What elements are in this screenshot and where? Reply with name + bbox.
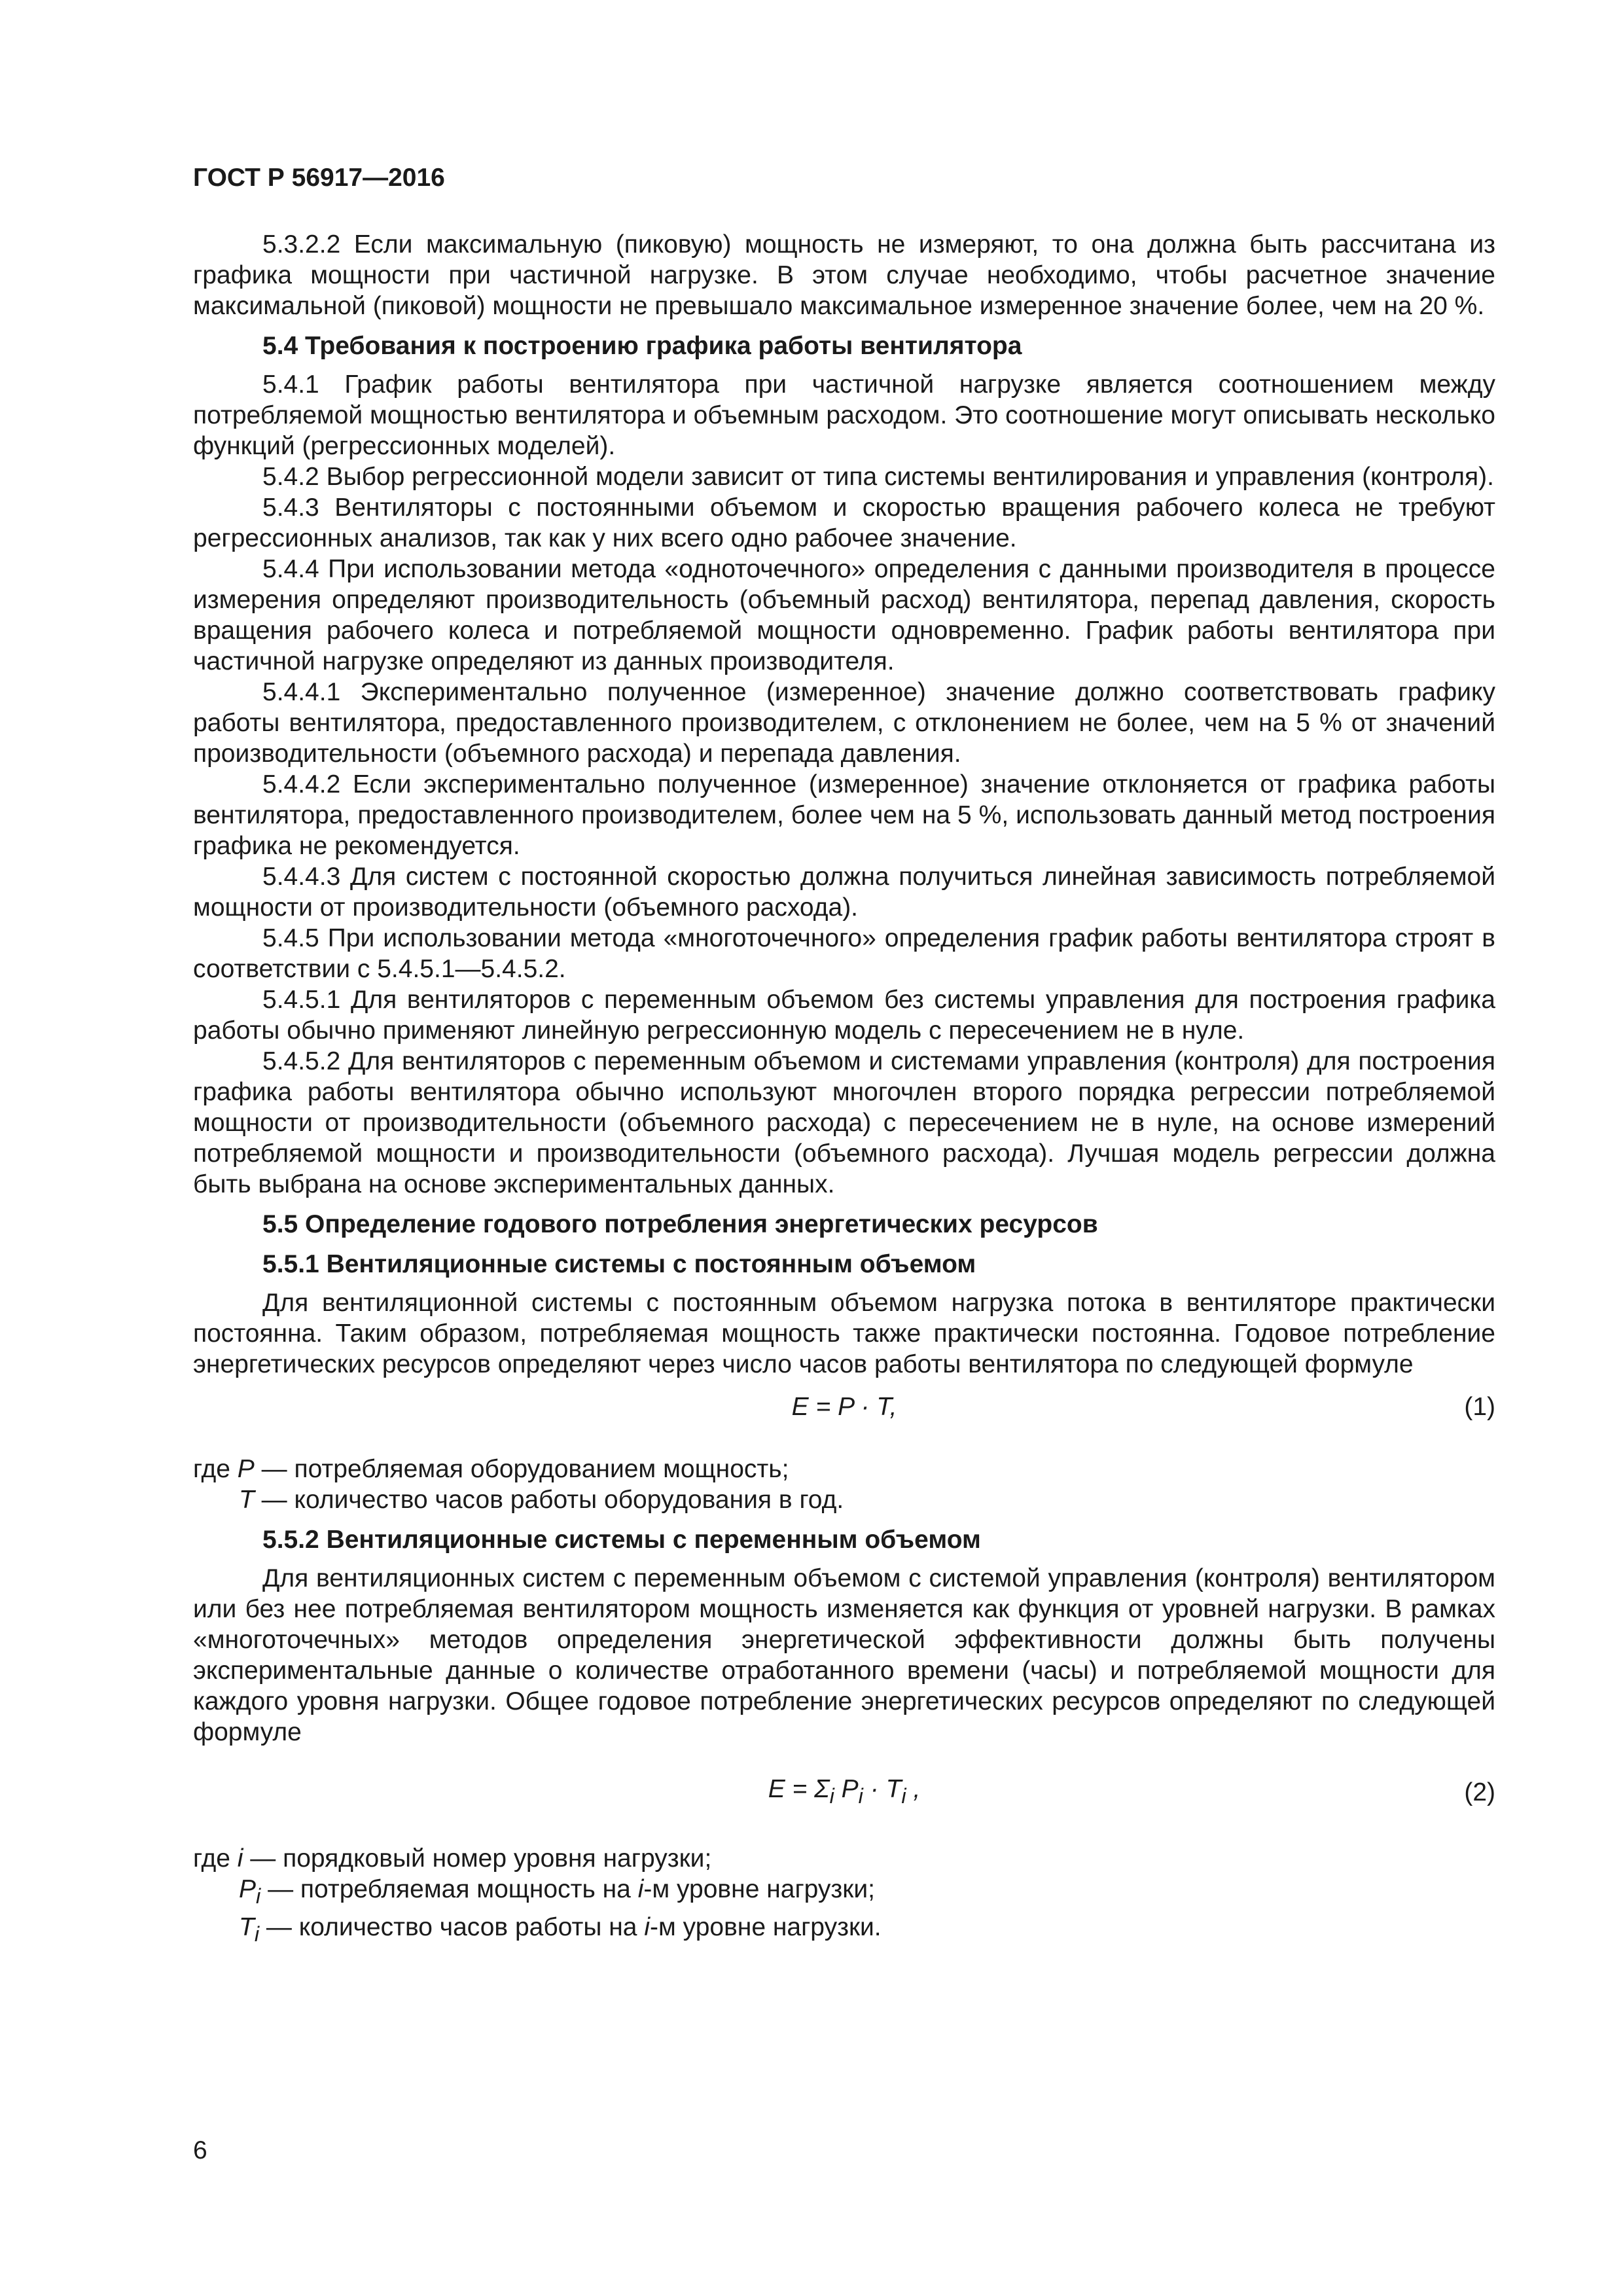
where-2-line-2: $P_i$ — потребляемая мощность на i-м уровне нагрузки; xyxy=(239,1874,875,1908)
section-heading-5-5: 5.5 Определение годового потребления энергетических ресурсов xyxy=(262,1210,1098,1238)
where-2-line-1: где i — порядковый номер уровня нагрузки; xyxy=(193,1844,712,1873)
paragraph-5-5-2: Для вентиляционных систем с переменным объемом с системой управления (контроля) вентилятором или без нее потребляемая вентилятором мощность изменяется как функция от уровней нагрузки. В рамках «многоточечных» методов определения энергетической эффективности должны быть получены экспериментальные данные о количестве отработанного времени (часы) и потребляемой мощности для каждого уровня нагрузки. Общее годовое потребление энергетических ресурсов определяют по следующей формуле xyxy=(193,1564,1495,1746)
where-2-line-3: $T_i$ — количество часов работы на i-м уровне нагрузки. xyxy=(239,1912,882,1946)
page-number: 6 xyxy=(193,2136,207,2164)
formula-2-expression: $E = \Sigma_i$ $P_i \cdot T_i$ , xyxy=(768,1775,921,1808)
paragraph-5-4-4-3: 5.4.4.3 Для систем с постоянной скоростью должна получиться линейная зависимость потребляемой мощности от производительности (объемного расхода). xyxy=(193,863,1495,922)
section-heading-5-4: 5.4 Требования к построению графика работы вентилятора xyxy=(262,332,1022,360)
paragraph-5-3-2-2: 5.3.2.2 Если максимальную (пиковую) мощность не измеряют, то она должна быть рассчитана из графика мощности при частичной нагрузке. В этом случае необходимо, чтобы расчетное значение максимальной (пиковой) мощности не превышало максимальное измеренное значение более, чем на 20 %. xyxy=(193,230,1495,320)
paragraph-5-4-4-1: 5.4.4.1 Экспериментально полученное (измеренное) значение должно соответствовать графику работы вентилятора, предоставленного производителем, с отклонением не более, чем на 5 % от значений производительности (объемного расхода) и перепада давления. xyxy=(193,678,1495,768)
formula-1-expression: E = P · T, xyxy=(791,1393,897,1421)
formula-2-number: (2) xyxy=(1464,1778,1495,1807)
paragraph-5-4-4: 5.4.4 При использовании метода «одноточечного» определения с данными производителя в процессе измерения определяют производительность (объемный расход) вентилятора, перепад давления, скорость вращения рабочего колеса и потребляемой мощности одновременно. График работы вентилятора при частичной нагрузке определяют из данных производителя. xyxy=(193,555,1495,675)
document-header: ГОСТ Р 56917—2016 xyxy=(193,164,445,192)
where-1-line-1: где P — потребляемая оборудованием мощность; xyxy=(193,1455,789,1483)
formula-1 xyxy=(193,1391,1495,1422)
paragraph-5-4-1: 5.4.1 График работы вентилятора при частичной нагрузке является соотношением между потребляемой мощностью вентилятора и объемным расходом. Это соотношение могут описывать несколько функций (регрессионных моделей). xyxy=(193,370,1495,460)
document-body xyxy=(193,229,1495,1949)
paragraph-5-4-5-1: 5.4.5.1 Для вентиляторов с переменным объемом без системы управления для построения графика работы обычно применяют линейную регрессионную модель с пересечением не в нуле. xyxy=(193,986,1495,1045)
paragraph-5-4-4-2: 5.4.4.2 Если экспериментально полученное (измеренное) значение отклоняется от графика работы вентилятора, предоставленного производителем, более чем на 5 %, использовать данный метод построения графика не рекомендуется. xyxy=(193,770,1495,860)
paragraph-5-5-1: Для вентиляционной системы с постоянным объемом нагрузка потока в вентиляторе практически постоянна. Таким образом, потребляемая мощность также практически постоянна. Годовое потребление энергетических ресурсов определяют через число часов работы вентилятора по следующей формуле xyxy=(193,1289,1495,1378)
where-1-line-2: T — количество часов работы оборудования в год. xyxy=(239,1486,844,1514)
formula-2 xyxy=(193,1774,1495,1812)
paragraph-5-4-5: 5.4.5 При использовании метода «многоточечного» определения график работы вентилятора строят в соответствии с 5.4.5.1—5.4.5.2. xyxy=(193,924,1495,983)
paragraph-5-4-2: 5.4.2 Выбор регрессионной модели зависит от типа системы вентилирования и управления (контроля). xyxy=(262,463,1494,491)
paragraph-5-4-3: 5.4.3 Вентиляторы с постоянными объемом и скоростью вращения рабочего колеса не требуют регрессионных анализов, так как у них всего одно рабочее значение. xyxy=(193,493,1495,552)
paragraph-5-4-5-2: 5.4.5.2 Для вентиляторов с переменным объемом и системами управления (контроля) для построения графика работы вентилятора обычно используют многочлен второго порядка регрессии потребляемой мощности от производительности (объемного расхода) с пересечением не в нуле, на основе измерений потребляемой мощности и производительности (объемного расхода). Лучшая модель регрессии должна быть выбрана на основе экспериментальных данных. xyxy=(193,1047,1495,1198)
formula-1-number: (1) xyxy=(1464,1393,1495,1421)
section-heading-5-5-1: 5.5.1 Вентиляционные системы с постоянным объемом xyxy=(262,1250,976,1278)
section-heading-5-5-2: 5.5.2 Вентиляционные системы с переменным объемом xyxy=(262,1526,981,1554)
